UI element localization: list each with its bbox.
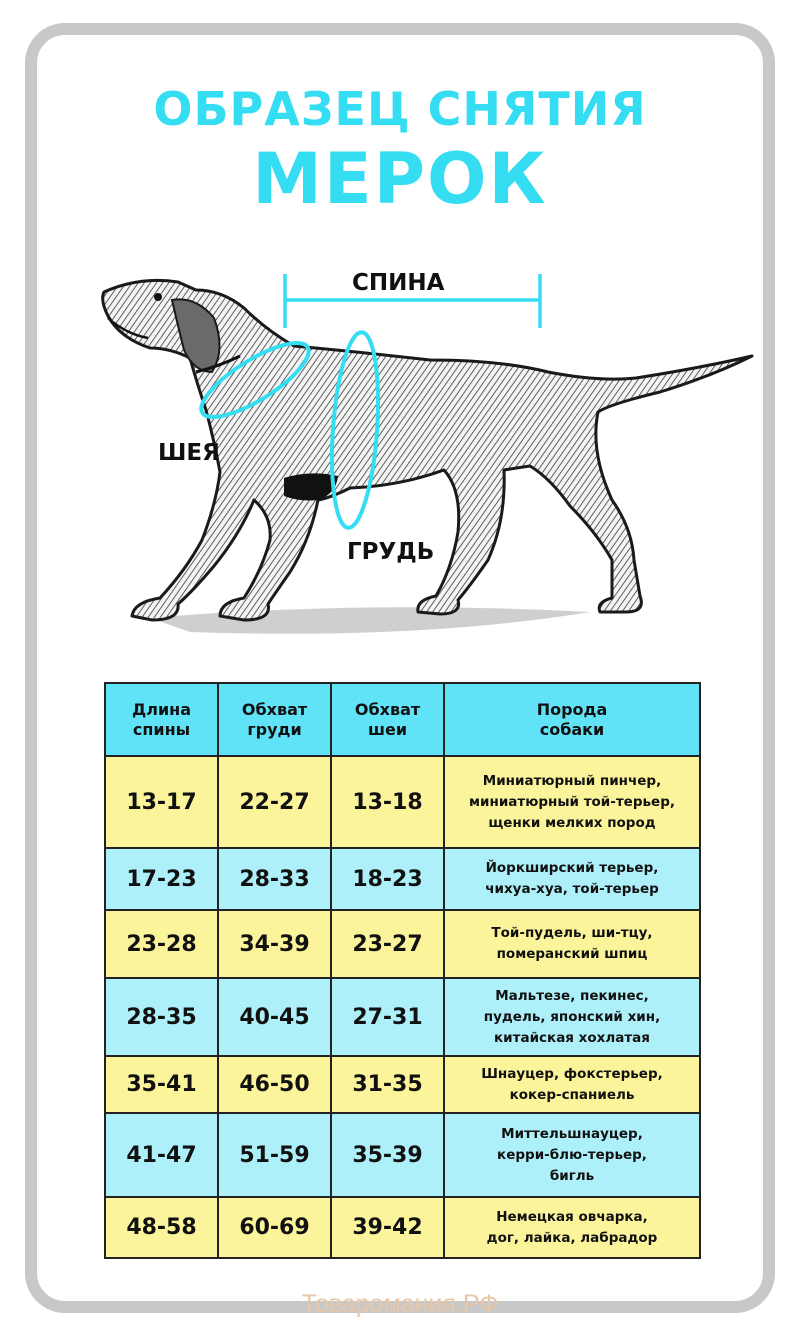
chest-label: ГРУДЬ	[347, 539, 435, 565]
dog-eye	[154, 293, 162, 301]
cell-chest: 22-27	[218, 756, 331, 848]
cell-neck: 27-31	[331, 978, 444, 1056]
cell-breed: Немецкая овчарка, дог, лайка, лабрадор	[444, 1197, 700, 1258]
cell-breed: Миниатюрный пинчер, миниатюрный той-терьер, щенки мелких пород	[444, 756, 700, 848]
cell-chest: 28-33	[218, 848, 331, 910]
cell-neck: 23-27	[331, 910, 444, 978]
cell-breed: Йоркширский терьер, чихуа-хуа, той-терьер	[444, 848, 700, 910]
watermark: Товаромания.РФ	[301, 1290, 499, 1318]
neck-label: ШЕЯ	[158, 440, 220, 466]
title-line-1: ОБРАЗЕЦ СНЯТИЯ	[153, 82, 647, 136]
table-header-row	[105, 683, 700, 756]
cell-back: 23-28	[105, 910, 218, 978]
table-row	[105, 848, 700, 910]
cell-neck: 39-42	[331, 1197, 444, 1258]
cell-chest: 46-50	[218, 1056, 331, 1113]
cell-neck: 13-18	[331, 756, 444, 848]
size-table	[104, 682, 701, 1259]
header-back-length: Длина спины	[105, 683, 218, 756]
header-breed: Порода собаки	[444, 683, 700, 756]
cell-back: 13-17	[105, 756, 218, 848]
cell-breed: Той-пудель, ши-тцу, померанский шпиц	[444, 910, 700, 978]
table-row	[105, 978, 700, 1056]
table-row	[105, 756, 700, 848]
header-chest-girth: Обхват груди	[218, 683, 331, 756]
cell-chest: 34-39	[218, 910, 331, 978]
cell-back: 28-35	[105, 978, 218, 1056]
cell-breed: Шнауцер, фокстерьер, кокер-спаниель	[444, 1056, 700, 1113]
back-label: СПИНА	[352, 270, 445, 296]
cell-neck: 35-39	[331, 1113, 444, 1197]
cell-chest: 51-59	[218, 1113, 331, 1197]
table-row	[105, 1113, 700, 1197]
header-neck-girth: Обхват шеи	[331, 683, 444, 756]
cell-back: 17-23	[105, 848, 218, 910]
table-row	[105, 910, 700, 978]
table-row	[105, 1056, 700, 1113]
title-line-2: МЕРОК	[252, 138, 548, 220]
cell-neck: 18-23	[331, 848, 444, 910]
cell-back: 35-41	[105, 1056, 218, 1113]
dog-shadow	[150, 607, 590, 634]
cell-chest: 60-69	[218, 1197, 331, 1258]
cell-back: 41-47	[105, 1113, 218, 1197]
cell-breed: Миттельшнауцер, керри-блю-терьер, бигль	[444, 1113, 700, 1197]
cell-chest: 40-45	[218, 978, 331, 1056]
cell-back: 48-58	[105, 1197, 218, 1258]
cell-breed: Мальтезе, пекинес, пудель, японский хин, китайская хохлатая	[444, 978, 700, 1056]
cell-neck: 31-35	[331, 1056, 444, 1113]
table-row	[105, 1197, 700, 1258]
